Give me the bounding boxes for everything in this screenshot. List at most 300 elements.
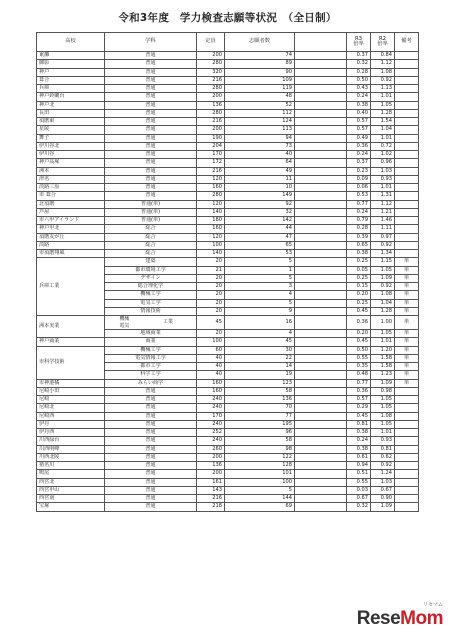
- table-row: [37, 109, 419, 117]
- shigansha-cell: 40: [225, 151, 295, 159]
- spacer-cell: [295, 291, 347, 299]
- school-cell: 川西北陵: [37, 453, 105, 461]
- shigansha-cell: 11: [225, 175, 295, 183]
- school-cell: 猪名川: [37, 462, 105, 470]
- r3-ratio-cell: 0.79: [347, 217, 371, 225]
- spacer-cell: [295, 371, 347, 379]
- note-cell: 単: [395, 283, 419, 291]
- note-cell: [395, 60, 419, 68]
- teiin-cell: 180: [197, 217, 225, 225]
- gakka-cell: 普通: [105, 184, 197, 192]
- r3-ratio-cell: 0.20: [347, 330, 371, 338]
- r3-ratio-cell: 0.24: [347, 93, 371, 101]
- teiin-cell: 172: [197, 159, 225, 167]
- note-cell: [395, 217, 419, 225]
- table-row: [37, 462, 419, 470]
- r3-ratio-cell: 0.57: [347, 396, 371, 404]
- spacer-cell: [295, 486, 347, 494]
- r3-ratio-cell: 0.15: [347, 283, 371, 291]
- teiin-cell: 216: [197, 76, 225, 84]
- spacer-cell: [295, 437, 347, 445]
- note-cell: [395, 151, 419, 159]
- gakka-sub-1: 機械: [119, 316, 130, 323]
- spacer-cell: [295, 354, 347, 362]
- note-cell: [395, 126, 419, 134]
- teiin-cell: 100: [197, 241, 225, 249]
- note-cell: [395, 225, 419, 233]
- school-cell: 津名: [37, 175, 105, 183]
- school-cell: 芦屋: [37, 208, 105, 216]
- gakka-sub-2: 電気: [119, 322, 130, 329]
- school-cell: 伊川谷北: [37, 142, 105, 150]
- header-note: 備考: [395, 33, 419, 52]
- teiin-cell: 45: [197, 316, 225, 330]
- shigansha-cell: 5: [225, 274, 295, 282]
- table-row: [37, 495, 419, 503]
- r2-ratio-cell: 1.04: [371, 299, 395, 307]
- note-cell: 単: [395, 338, 419, 346]
- r3-ratio-cell: 0.29: [347, 404, 371, 412]
- spacer-cell: [295, 134, 347, 142]
- gakka-cell: 普通: [105, 76, 197, 84]
- school-cell: 星陵: [37, 126, 105, 134]
- shigansha-cell: 1: [225, 266, 295, 274]
- note-cell: [395, 68, 419, 76]
- school-cell: 市須磨翔風: [37, 250, 105, 258]
- spacer-cell: [295, 258, 347, 266]
- table-row: [37, 167, 419, 175]
- teiin-cell: 190: [197, 134, 225, 142]
- school-cell: 洲本: [37, 167, 105, 175]
- spacer-cell: [295, 346, 347, 354]
- gakka-cell: 普通: [105, 420, 197, 428]
- r3-ratio-cell: 0.05: [347, 266, 371, 274]
- r3-ratio-cell: 0.81: [347, 420, 371, 428]
- school-cell: 神戸高塚: [37, 159, 105, 167]
- spacer-cell: [295, 93, 347, 101]
- r2-ratio-cell: 0.92: [371, 283, 395, 291]
- note-cell: 単: [395, 316, 419, 330]
- table-row: [37, 316, 419, 330]
- r2-ratio-cell: 0.97: [371, 233, 395, 241]
- teiin-cell: 120: [197, 175, 225, 183]
- school-cell: 尼崎小田: [37, 387, 105, 395]
- table-row: [37, 68, 419, 76]
- shigansha-cell: 70: [225, 404, 295, 412]
- spacer-cell: [295, 175, 347, 183]
- r3-ratio-cell: 0.32: [347, 60, 371, 68]
- spacer-cell: [295, 453, 347, 461]
- r3-ratio-cell: 0.25: [347, 274, 371, 282]
- note-cell: [395, 453, 419, 461]
- teiin-cell: 40: [197, 363, 225, 371]
- note-cell: [395, 233, 419, 241]
- gakka-cell: 総合: [105, 250, 197, 258]
- teiin-cell: 21: [197, 266, 225, 274]
- teiin-cell: 280: [197, 60, 225, 68]
- shigansha-cell: 109: [225, 76, 295, 84]
- school-cell: 伊川谷: [37, 151, 105, 159]
- gakka-sub-right: 工業: [162, 318, 173, 325]
- shigansha-cell: 92: [225, 200, 295, 208]
- school-cell: 淡路三原: [37, 184, 105, 192]
- table-row: [37, 60, 419, 68]
- gakka-cell: 普通: [105, 486, 197, 494]
- shigansha-cell: 52: [225, 101, 295, 109]
- spacer-cell: [295, 241, 347, 249]
- spacer-cell: [295, 52, 347, 60]
- gakka-cell: 地域商業: [105, 330, 197, 338]
- table-row: [37, 412, 419, 420]
- r2-ratio-cell: 1.03: [371, 167, 395, 175]
- r3-ratio-cell: 0.45: [347, 307, 371, 315]
- table-row: [37, 52, 419, 60]
- teiin-cell: 260: [197, 445, 225, 453]
- r3-ratio-cell: 0.61: [347, 453, 371, 461]
- note-cell: [395, 208, 419, 216]
- school-cell: 伊丹: [37, 420, 105, 428]
- teiin-cell: 120: [197, 200, 225, 208]
- teiin-cell: 20: [197, 330, 225, 338]
- shigansha-cell: 22: [225, 354, 295, 362]
- spacer-cell: [295, 387, 347, 395]
- teiin-cell: 200: [197, 453, 225, 461]
- shigansha-cell: 44: [225, 225, 295, 233]
- note-cell: 単: [395, 258, 419, 266]
- teiin-cell: 240: [197, 437, 225, 445]
- gakka-cell: 普通: [105, 68, 197, 76]
- header-r2: [371, 33, 395, 52]
- spacer-cell: [295, 266, 347, 274]
- shigansha-cell: 100: [225, 478, 295, 486]
- teiin-cell: 60: [197, 346, 225, 354]
- note-cell: [395, 159, 419, 167]
- r2-ratio-cell: 0.84: [371, 52, 395, 60]
- note-cell: [395, 93, 419, 101]
- r2-ratio-cell: 1.15: [371, 258, 395, 266]
- note-cell: 単: [395, 266, 419, 274]
- r3-ratio-cell: 0.50: [347, 346, 371, 354]
- gakka-cell: 普通: [105, 453, 197, 461]
- school-cell: 葺合: [37, 76, 105, 84]
- table-row: [37, 151, 419, 159]
- note-cell: [395, 462, 419, 470]
- r3-ratio-cell: 0.57: [347, 118, 371, 126]
- school-cell: 神戸鈴蘭台: [37, 93, 105, 101]
- applicant-table: [36, 32, 419, 512]
- shigansha-cell: 77: [225, 412, 295, 420]
- school-cell: 尼崎西: [37, 412, 105, 420]
- header-teiin: 定員: [197, 33, 225, 52]
- table-row: [37, 429, 419, 437]
- r3-ratio-cell: 0.65: [347, 241, 371, 249]
- spacer-cell: [295, 412, 347, 420]
- shigansha-cell: 30: [225, 346, 295, 354]
- r2-ratio-cell: 1.09: [371, 503, 395, 511]
- teiin-cell: 200: [197, 126, 225, 134]
- r3-ratio-cell: 0.32: [347, 503, 371, 511]
- table-row: [37, 233, 419, 241]
- gakka-cell: 普通: [105, 175, 197, 183]
- table-row: [37, 241, 419, 249]
- teiin-cell: 280: [197, 192, 225, 200]
- note-cell: [395, 241, 419, 249]
- gakka-cell: 普通: [105, 93, 197, 101]
- shigansha-cell: 69: [225, 503, 295, 511]
- header-gakka: 学科: [105, 33, 197, 52]
- teiin-cell: 143: [197, 486, 225, 494]
- header-school: 高校: [37, 33, 105, 52]
- r2-ratio-cell: 0.81: [371, 445, 395, 453]
- r2-ratio-cell: 1.24: [371, 470, 395, 478]
- teiin-cell: 200: [197, 93, 225, 101]
- r3-ratio-cell: 0.28: [347, 225, 371, 233]
- r2-ratio-cell: 1.54: [371, 118, 395, 126]
- gakka-cell: 普通: [105, 118, 197, 126]
- teiin-cell: 140: [197, 250, 225, 258]
- teiin-cell: 136: [197, 462, 225, 470]
- gakka-cell: 普通(単): [105, 217, 197, 225]
- note-cell: [395, 420, 419, 428]
- r3-ratio-cell: 0.49: [347, 134, 371, 142]
- note-cell: [395, 134, 419, 142]
- spacer-cell: [295, 151, 347, 159]
- r2-ratio-cell: 0.92: [371, 76, 395, 84]
- spacer-cell: [295, 76, 347, 84]
- spacer-cell: [295, 363, 347, 371]
- note-cell: [395, 486, 419, 494]
- logo-text-b: Mom: [400, 608, 443, 629]
- gakka-cell: 普通: [105, 445, 197, 453]
- r3-ratio-cell: 0.25: [347, 299, 371, 307]
- r3-ratio-cell: 0.38: [347, 445, 371, 453]
- note-cell: [395, 445, 419, 453]
- gakka-split: [107, 316, 194, 329]
- spacer-cell: [295, 225, 347, 233]
- teiin-cell: 160: [197, 387, 225, 395]
- teiin-cell: 170: [197, 412, 225, 420]
- school-cell: 長田: [37, 109, 105, 117]
- note-cell: [395, 184, 419, 192]
- table-row: [37, 159, 419, 167]
- shigansha-cell: 9: [225, 307, 295, 315]
- shigansha-cell: 5: [225, 258, 295, 266]
- teiin-cell: 20: [197, 283, 225, 291]
- gakka-cell: 普通: [105, 126, 197, 134]
- table-row: [37, 445, 419, 453]
- teiin-cell: 120: [197, 233, 225, 241]
- r2-ratio-cell: 0.90: [371, 495, 395, 503]
- r2-ratio-cell: 1.05: [371, 101, 395, 109]
- table-row: [37, 175, 419, 183]
- gakka-cell: 機械工学: [105, 291, 197, 299]
- gakka-cell: 普通: [105, 159, 197, 167]
- note-cell: [395, 109, 419, 117]
- note-cell: 単: [395, 354, 419, 362]
- note-cell: 単: [395, 299, 419, 307]
- r2-ratio-cell: 1.01: [371, 134, 395, 142]
- r2-ratio-cell: 0.96: [371, 159, 395, 167]
- r2-ratio-cell: 1.13: [371, 85, 395, 93]
- spacer-cell: [295, 478, 347, 486]
- r3-ratio-cell: 0.57: [347, 126, 371, 134]
- r3-ratio-cell: 0.77: [347, 200, 371, 208]
- table-row: [37, 217, 419, 225]
- r2-ratio-cell: 1.04: [371, 126, 395, 134]
- note-cell: 単: [395, 371, 419, 379]
- r3-ratio-cell: 0.38: [347, 101, 371, 109]
- spacer-cell: [295, 420, 347, 428]
- gakka-cell: 普通: [105, 495, 197, 503]
- shigansha-cell: 144: [225, 495, 295, 503]
- r2-ratio-cell: 0.93: [371, 437, 395, 445]
- shigansha-cell: 19: [225, 371, 295, 379]
- note-cell: [395, 76, 419, 84]
- r3-ratio-cell: 0.67: [347, 495, 371, 503]
- school-cell: 北須磨: [37, 200, 105, 208]
- gakka-cell: 普通: [105, 52, 197, 60]
- shigansha-cell: 89: [225, 60, 295, 68]
- gakka-split-left: [107, 316, 142, 328]
- note-cell: 単: [395, 379, 419, 387]
- table-row: [37, 192, 419, 200]
- spacer-cell: [295, 85, 347, 93]
- r3-ratio-cell: 0.25: [347, 258, 371, 266]
- table-row: [37, 379, 419, 387]
- note-cell: [395, 387, 419, 395]
- note-cell: [395, 503, 419, 511]
- gakka-cell: 普通: [105, 101, 197, 109]
- spacer-cell: [295, 159, 347, 167]
- gakka-cell: 総合理化学: [105, 283, 197, 291]
- r3-ratio-cell: 0.50: [347, 76, 371, 84]
- teiin-cell: 216: [197, 118, 225, 126]
- teiin-cell: 20: [197, 291, 225, 299]
- school-cell: 西宮甲山: [37, 486, 105, 494]
- teiin-cell: 20: [197, 299, 225, 307]
- school-cell: 市 葺合: [37, 192, 105, 200]
- r3-ratio-cell: 0.53: [347, 192, 371, 200]
- table-row: [37, 200, 419, 208]
- spacer-cell: [295, 217, 347, 225]
- spacer-cell: [295, 68, 347, 76]
- table-row: [37, 387, 419, 395]
- shigansha-cell: 90: [225, 68, 295, 76]
- gakka-cell: 総合: [105, 241, 197, 249]
- note-cell: [395, 85, 419, 93]
- r2-ratio-cell: 1.05: [371, 420, 395, 428]
- shigansha-cell: 5: [225, 299, 295, 307]
- school-cell: 鳴尾: [37, 470, 105, 478]
- gakka-cell: 科学工学: [105, 371, 197, 379]
- gakka-cell: 普通: [105, 387, 197, 395]
- shigansha-cell: 58: [225, 387, 295, 395]
- shigansha-cell: 94: [225, 134, 295, 142]
- spacer-cell: [295, 208, 347, 216]
- shigansha-cell: 53: [225, 250, 295, 258]
- shigansha-cell: 128: [225, 462, 295, 470]
- spacer-cell: [295, 470, 347, 478]
- spacer-cell: [295, 445, 347, 453]
- table-row: [37, 437, 419, 445]
- table-row: [37, 470, 419, 478]
- gakka-cell: 電気情報工学: [105, 354, 197, 362]
- spacer-cell: [295, 250, 347, 258]
- teiin-cell: 216: [197, 167, 225, 175]
- table-row: [37, 118, 419, 126]
- note-cell: [395, 200, 419, 208]
- teiin-cell: 240: [197, 420, 225, 428]
- school-cell: 伊丹西: [37, 429, 105, 437]
- r2-ratio-cell: 0.62: [371, 453, 395, 461]
- school-cell: 淡路: [37, 241, 105, 249]
- r2-ratio-cell: 1.20: [371, 346, 395, 354]
- table-row: [37, 126, 419, 134]
- shigansha-cell: 98: [225, 445, 295, 453]
- school-cell: 市科学技術: [37, 346, 105, 379]
- table-row: [37, 93, 419, 101]
- teiin-cell: 136: [197, 101, 225, 109]
- spacer-cell: [295, 462, 347, 470]
- note-cell: [395, 478, 419, 486]
- table-row: [37, 396, 419, 404]
- gakka-cell: 普通: [105, 503, 197, 511]
- note-cell: [395, 192, 419, 200]
- table-row: [37, 346, 419, 354]
- school-cell: 舞子: [37, 134, 105, 142]
- school-cell: 兵庫: [37, 85, 105, 93]
- shigansha-cell: 124: [225, 118, 295, 126]
- shigansha-cell: 10: [225, 184, 295, 192]
- teiin-cell: 40: [197, 371, 225, 379]
- spacer-cell: [295, 330, 347, 338]
- note-cell: [395, 404, 419, 412]
- resemom-logo: [356, 602, 443, 630]
- shigansha-cell: 74: [225, 52, 295, 60]
- gakka-cell: [105, 316, 197, 330]
- table-row: [37, 478, 419, 486]
- note-cell: 単: [395, 274, 419, 282]
- gakka-cell: 普通: [105, 396, 197, 404]
- header-r3-top: R3: [354, 35, 363, 42]
- note-cell: [395, 142, 419, 150]
- school-cell: 神戸: [37, 68, 105, 76]
- spacer-cell: [295, 495, 347, 503]
- r3-ratio-cell: 0.43: [347, 85, 371, 93]
- gakka-cell: 普通: [105, 412, 197, 420]
- gakka-cell: みらい商学: [105, 379, 197, 387]
- teiin-cell: 240: [197, 404, 225, 412]
- note-cell: [395, 175, 419, 183]
- table-row: [37, 225, 419, 233]
- page-title: 令和3年度 学力検査志願等状況 （全日制）: [118, 12, 337, 24]
- teiin-cell: 161: [197, 478, 225, 486]
- r2-ratio-cell: 1.05: [371, 404, 395, 412]
- school-cell: 宝塚: [37, 503, 105, 511]
- spacer-cell: [295, 307, 347, 315]
- school-cell: 須磨東: [37, 118, 105, 126]
- note-cell: [395, 495, 419, 503]
- note-cell: 単: [395, 346, 419, 354]
- r2-ratio-cell: 0.72: [371, 142, 395, 150]
- shigansha-cell: 96: [225, 429, 295, 437]
- gakka-cell: 普通: [105, 470, 197, 478]
- r3-ratio-cell: 0.45: [347, 338, 371, 346]
- shigansha-cell: 64: [225, 159, 295, 167]
- r2-ratio-cell: 1.09: [371, 274, 395, 282]
- r3-ratio-cell: 0.94: [347, 462, 371, 470]
- gakka-cell: 普通: [105, 134, 197, 142]
